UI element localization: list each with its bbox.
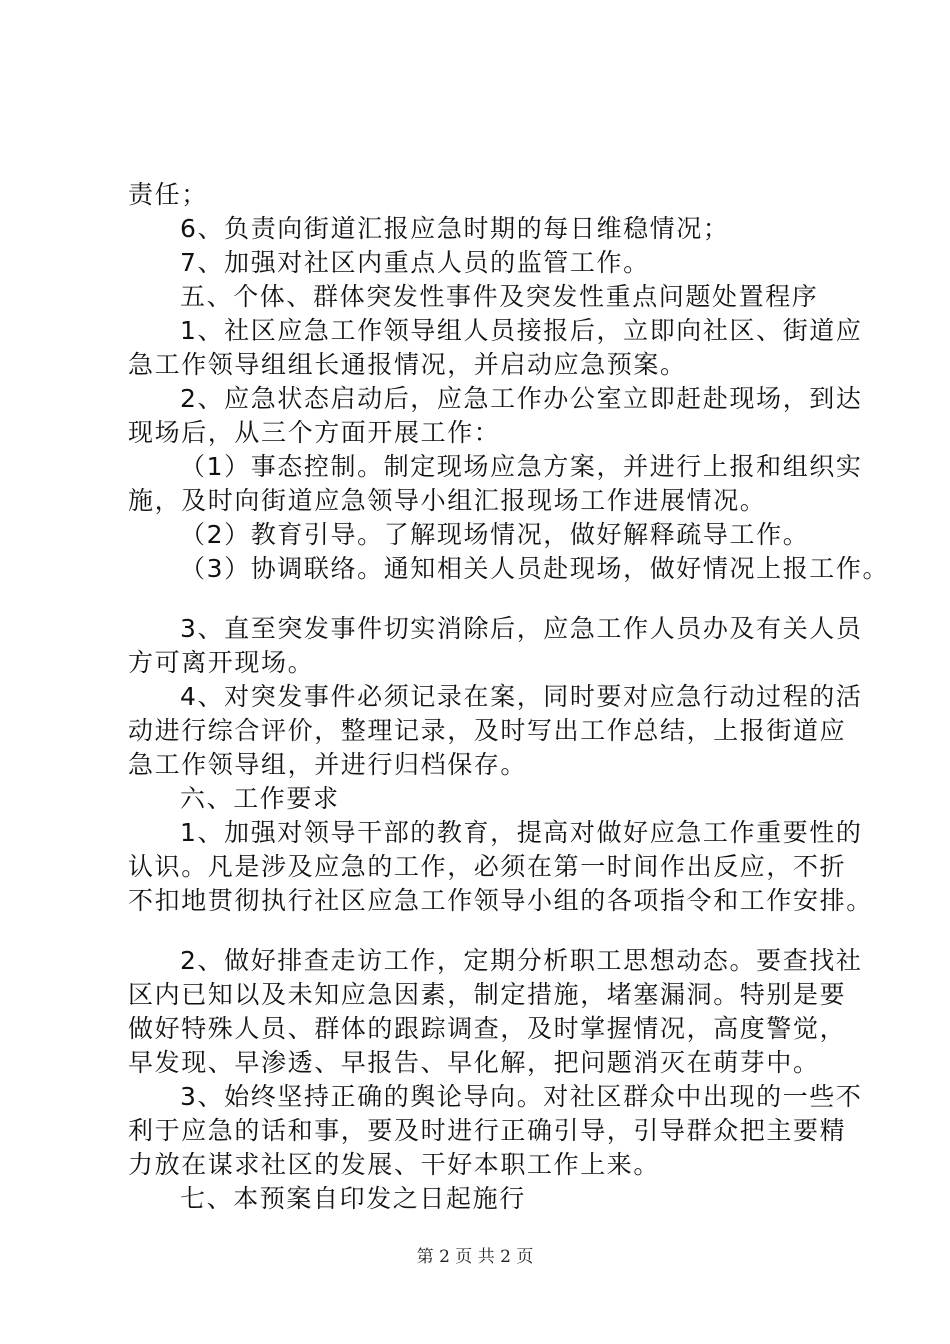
text-line: 力放在谋求社区的发展、干好本职工作上来。 xyxy=(128,1150,661,1179)
text-line: 不扣地贯彻执行社区应急工作领导小组的各项指令和工作安排。 xyxy=(128,886,873,915)
text-line: 2、做好排查走访工作，定期分析职工思想动态。要查找社 xyxy=(180,946,863,975)
text-line: 认识。凡是涉及应急的工作，必须在第一时间作出反应，不折 xyxy=(128,852,847,881)
text-line: 施，及时向街道应急领导小组汇报现场工作进展情况。 xyxy=(128,486,767,515)
text-line: 利于应急的话和事，要及时进行正确引导，引导群众把主要精 xyxy=(128,1116,847,1145)
text-line: 1、加强对领导干部的教育，提高对做好应急工作重要性的 xyxy=(180,818,863,847)
text-line: （1）事态控制。制定现场应急方案，并进行上报和组织实 xyxy=(180,452,863,481)
text-line: 1、社区应急工作领导组人员接报后，立即向社区、街道应 xyxy=(180,316,863,345)
text-line: 4、对突发事件必须记录在案，同时要对应急行动过程的活 xyxy=(180,682,863,711)
section-heading: 五、个体、群体突发性事件及突发性重点问题处置程序 xyxy=(180,282,819,311)
text-line: （3）协调联络。通知相关人员赴现场，做好情况上报工作。 xyxy=(180,554,890,583)
page-footer: 第 2 页 共 2 页 xyxy=(416,1247,534,1267)
text-line: 急工作领导组组长通报情况，并启动应急预案。 xyxy=(128,350,687,379)
text-line: 早发现、早渗透、早报告、早化解，把问题消灭在萌芽中。 xyxy=(128,1048,820,1077)
text-line: 方可离开现场。 xyxy=(128,648,315,677)
text-line: 区内已知以及未知应急因素，制定措施，堵塞漏洞。特别是要 xyxy=(128,980,847,1009)
text-line: 6、负责向街道汇报应急时期的每日维稳情况； xyxy=(180,214,730,243)
text-line: 2、应急状态启动后，应急工作办公室立即赶赴现场，到达 xyxy=(180,384,863,413)
text-line: 3、直至突发事件切实消除后，应急工作人员办及有关人员 xyxy=(180,614,863,643)
text-line: 7、加强对社区内重点人员的监管工作。 xyxy=(180,248,650,277)
text-line: 现场后，从三个方面开展工作： xyxy=(128,418,501,447)
text-line: 动进行综合评价，整理记录，及时写出工作总结，上报街道应 xyxy=(128,716,847,745)
section-heading: 七、本预案自印发之日起施行 xyxy=(180,1184,526,1213)
section-heading: 六、工作要求 xyxy=(180,784,340,813)
text-line: 做好特殊人员、群体的跟踪调查，及时掌握情况，高度警觉， xyxy=(128,1014,847,1043)
text-line: 3、始终坚持正确的舆论导向。对社区群众中出现的一些不 xyxy=(180,1082,863,1111)
text-line: 责任； xyxy=(128,180,208,209)
text-line: 急工作领导组，并进行归档保存。 xyxy=(128,750,528,779)
text-line: （2）教育引导。了解现场情况，做好解释疏导工作。 xyxy=(180,520,810,549)
